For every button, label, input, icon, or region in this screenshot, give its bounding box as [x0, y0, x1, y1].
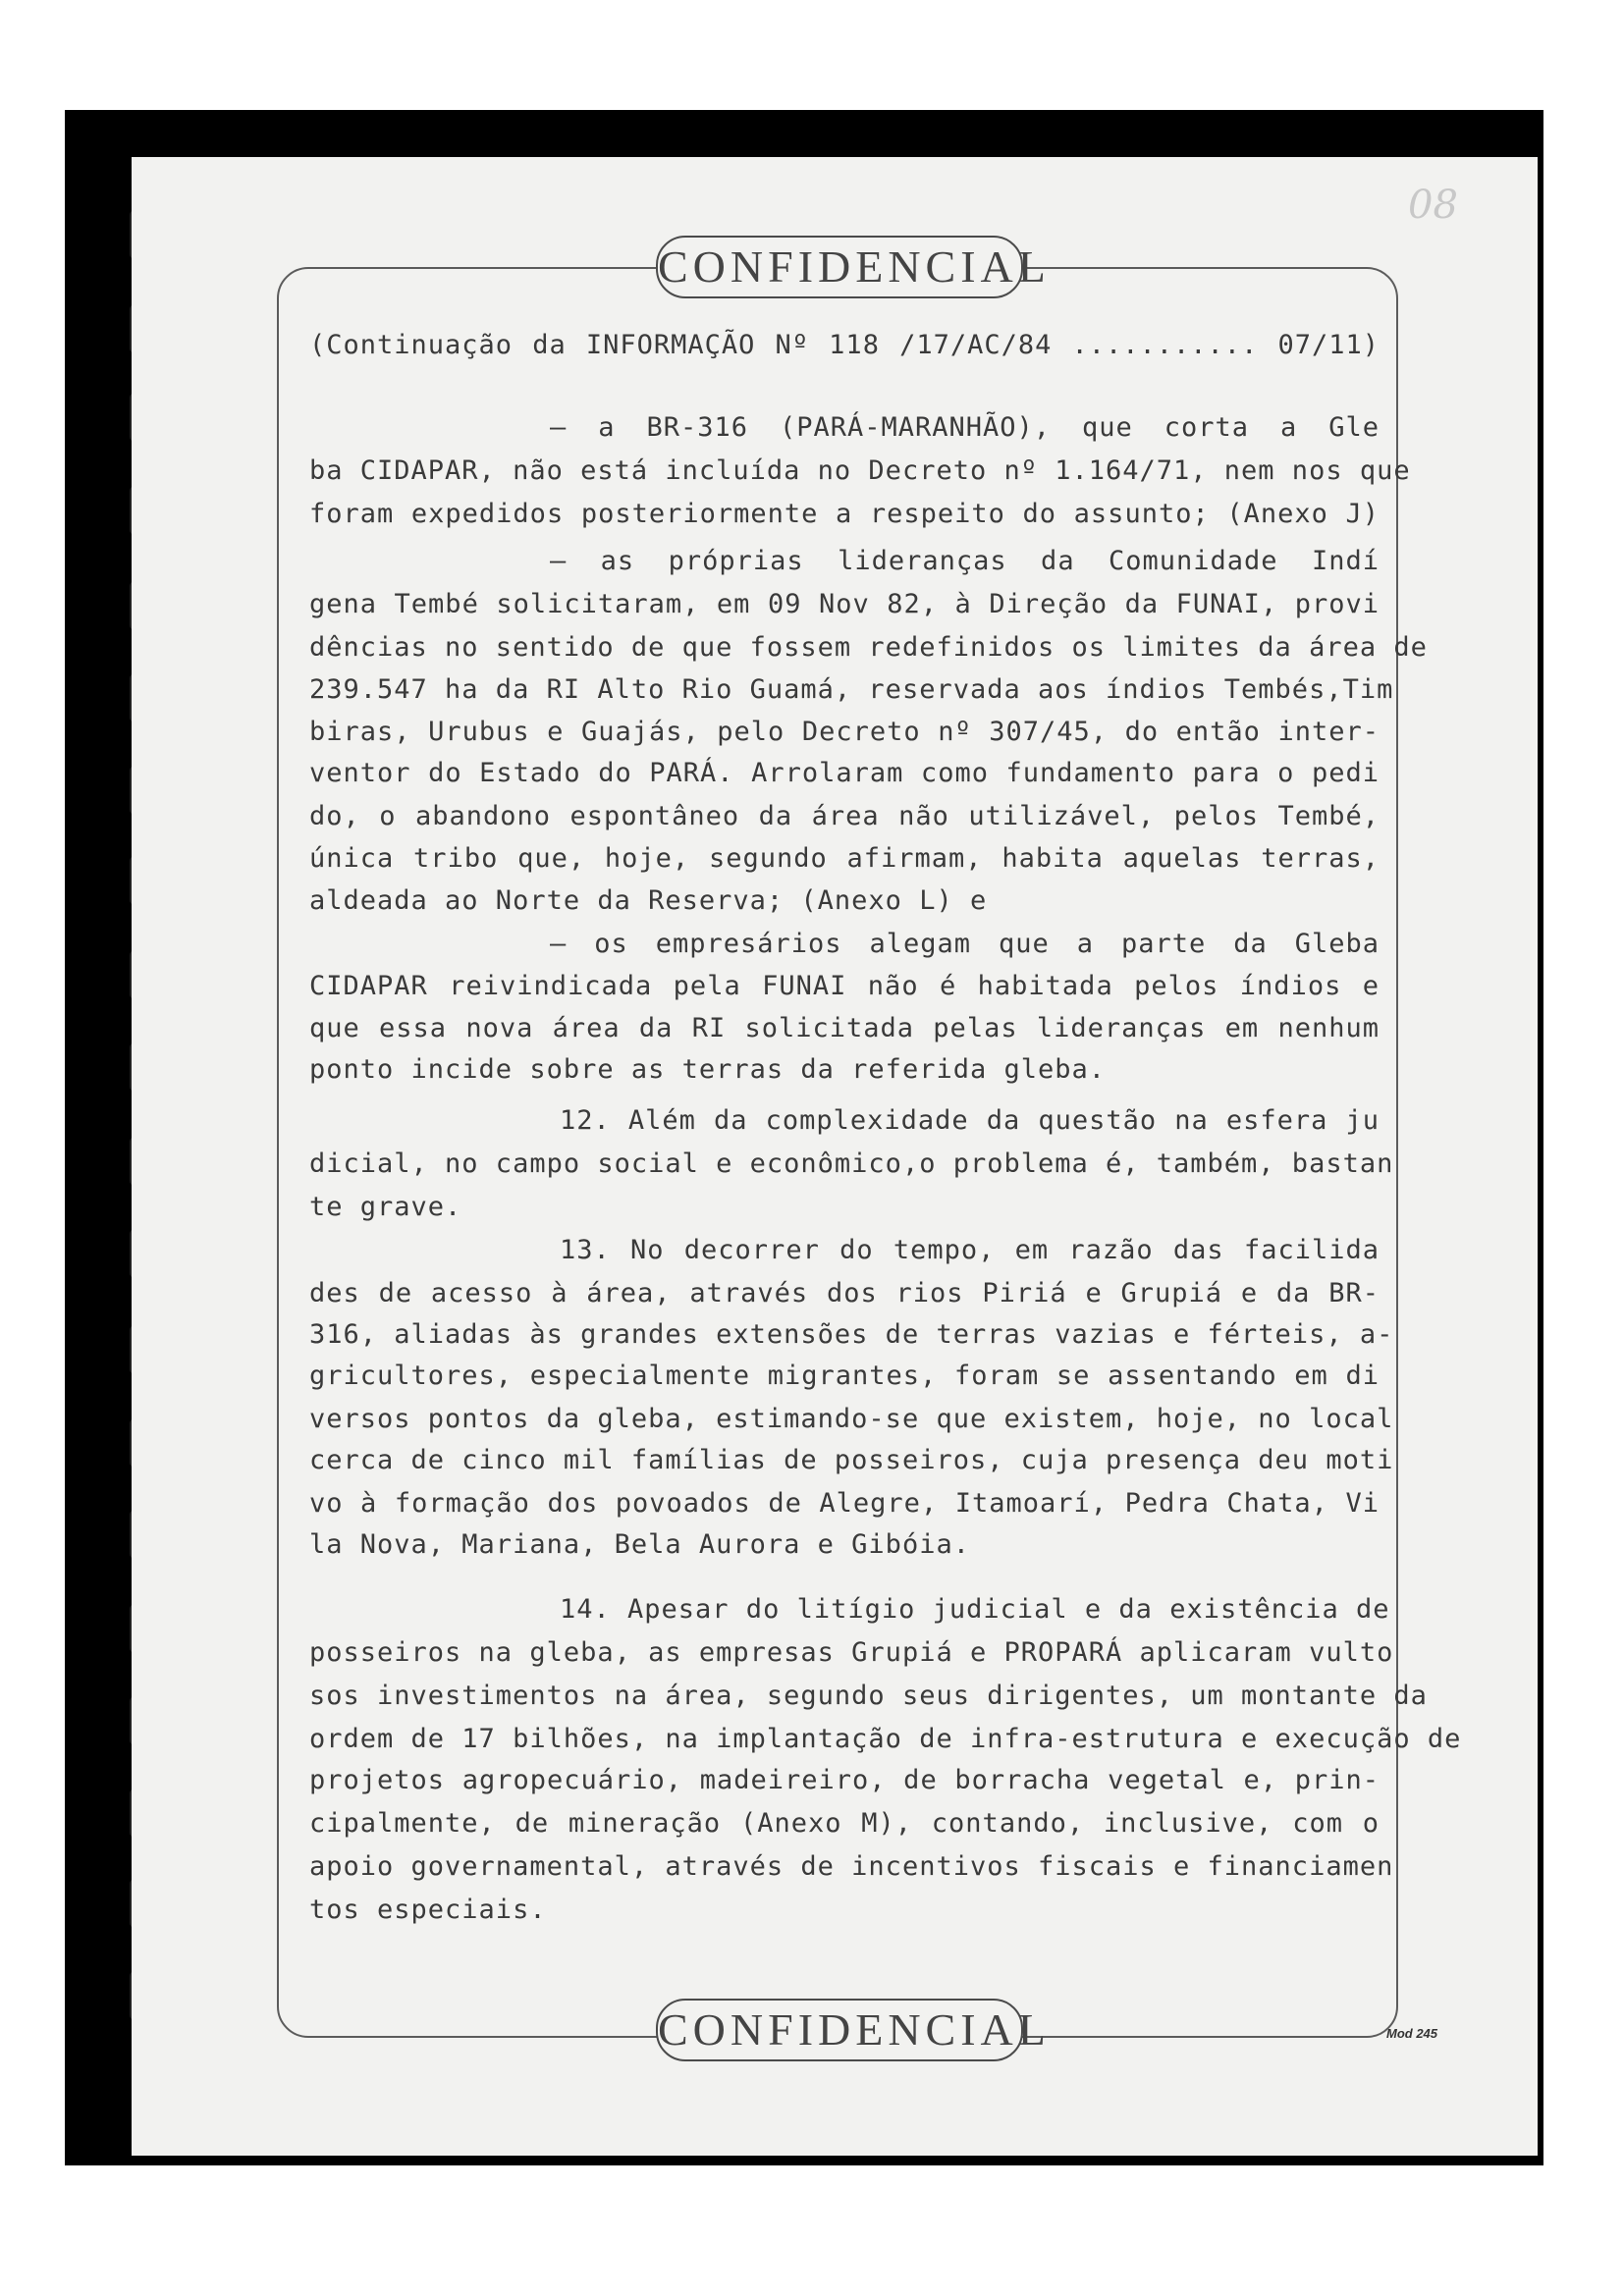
text-line: la Nova, Mariana, Bela Aurora e Gibóia. [309, 1529, 970, 1560]
text-line: cipalmente, de mineração (Anexo M), contando, inclusive, com o [309, 1808, 1380, 1839]
text-line: aldeada ao Norte da Reserva; (Anexo L) e [309, 885, 988, 916]
continuation-header: (Continuação da INFORMAÇÃO Nº 118 /17/AC/84 ........... 07/11) [309, 330, 1380, 360]
text-line: 12. Além da complexidade da questão na esfera ju [560, 1105, 1380, 1136]
text-line: 13. No decorrer do tempo, em razão das facilida [560, 1235, 1380, 1265]
confidential-stamp-bottom: CONFIDENCIAL [656, 1999, 1023, 2061]
text-line: sos investimentos na área, segundo seus dirigentes, um montante da [309, 1681, 1428, 1711]
text-line: única tribo que, hoje, segundo afirmam, habita aquelas terras, [309, 843, 1380, 874]
text-line: vo à formação dos povoados de Alegre, Itamoarí, Pedra Chata, Vi [309, 1488, 1380, 1519]
text-line: projetos agropecuário, madeireiro, de borracha vegetal e, prin- [309, 1765, 1380, 1795]
text-line: ba CIDAPAR, não está incluída no Decreto nº 1.164/71, nem nos que [309, 455, 1411, 486]
text-line: 316, aliadas às grandes extensões de terras vazias e férteis, a- [309, 1319, 1394, 1350]
text-line: te grave. [309, 1192, 462, 1222]
text-line: 14. Apesar do litígio judicial e da existência de [560, 1594, 1390, 1625]
text-line: ventor do Estado do PARÁ. Arrolaram como fundamento para o pedi [309, 758, 1380, 788]
text-line: posseiros na gleba, as empresas Grupiá e PROPARÁ aplicaram vulto [309, 1637, 1394, 1668]
text-line: 239.547 ha da RI Alto Rio Guamá, reservada aos índios Tembés,Tim [309, 674, 1394, 705]
text-line: tos especiais. [309, 1895, 547, 1925]
text-line: cerca de cinco mil famílias de posseiros, cuja presença deu moti [309, 1445, 1394, 1475]
text-line: biras, Urubus e Guajás, pelo Decreto nº 307/45, do então inter- [309, 717, 1380, 747]
text-line: gricultores, especialmente migrantes, foram se assentando em di [309, 1361, 1380, 1391]
text-line: gena Tembé solicitaram, em 09 Nov 82, à Direção da FUNAI, provi [309, 589, 1380, 619]
text-line: ponto incide sobre as terras da referida gleba. [309, 1054, 1107, 1085]
text-line: — as próprias lideranças da Comunidade Indí [550, 546, 1380, 576]
text-line: dências no sentido de que fossem redefinidos os limites da área de [309, 632, 1428, 663]
text-line: do, o abandono espontâneo da área não utilizável, pelos Tembé, [309, 801, 1380, 831]
text-line: foram expedidos posteriormente a respeito do assunto; (Anexo J) [309, 499, 1380, 529]
text-line: apoio governamental, através de incentivos fiscais e financiamen [309, 1851, 1394, 1882]
text-line: ordem de 17 bilhões, na implantação de infra-estrutura e execução de [309, 1724, 1462, 1754]
handwritten-page-number: 08 [1408, 183, 1458, 228]
confidential-stamp-top: CONFIDENCIAL [656, 236, 1023, 298]
text-line: que essa nova área da RI solicitada pelas lideranças em nenhum [309, 1013, 1380, 1043]
text-line: versos pontos da gleba, estimando-se que existem, hoje, no local [309, 1404, 1394, 1434]
form-code: Mod 245 [1386, 2026, 1438, 2041]
text-line: des de acesso à área, através dos rios Piriá e Grupiá e da BR- [309, 1278, 1380, 1308]
text-line: — os empresários alegam que a parte da Gleba [550, 929, 1380, 959]
text-line: CIDAPAR reivindicada pela FUNAI não é habitada pelos índios e [309, 971, 1380, 1001]
text-line: dicial, no campo social e econômico,o problema é, também, bastan [309, 1148, 1394, 1179]
text-line: — a BR-316 (PARÁ-MARANHÃO), que corta a Gle [550, 412, 1380, 443]
